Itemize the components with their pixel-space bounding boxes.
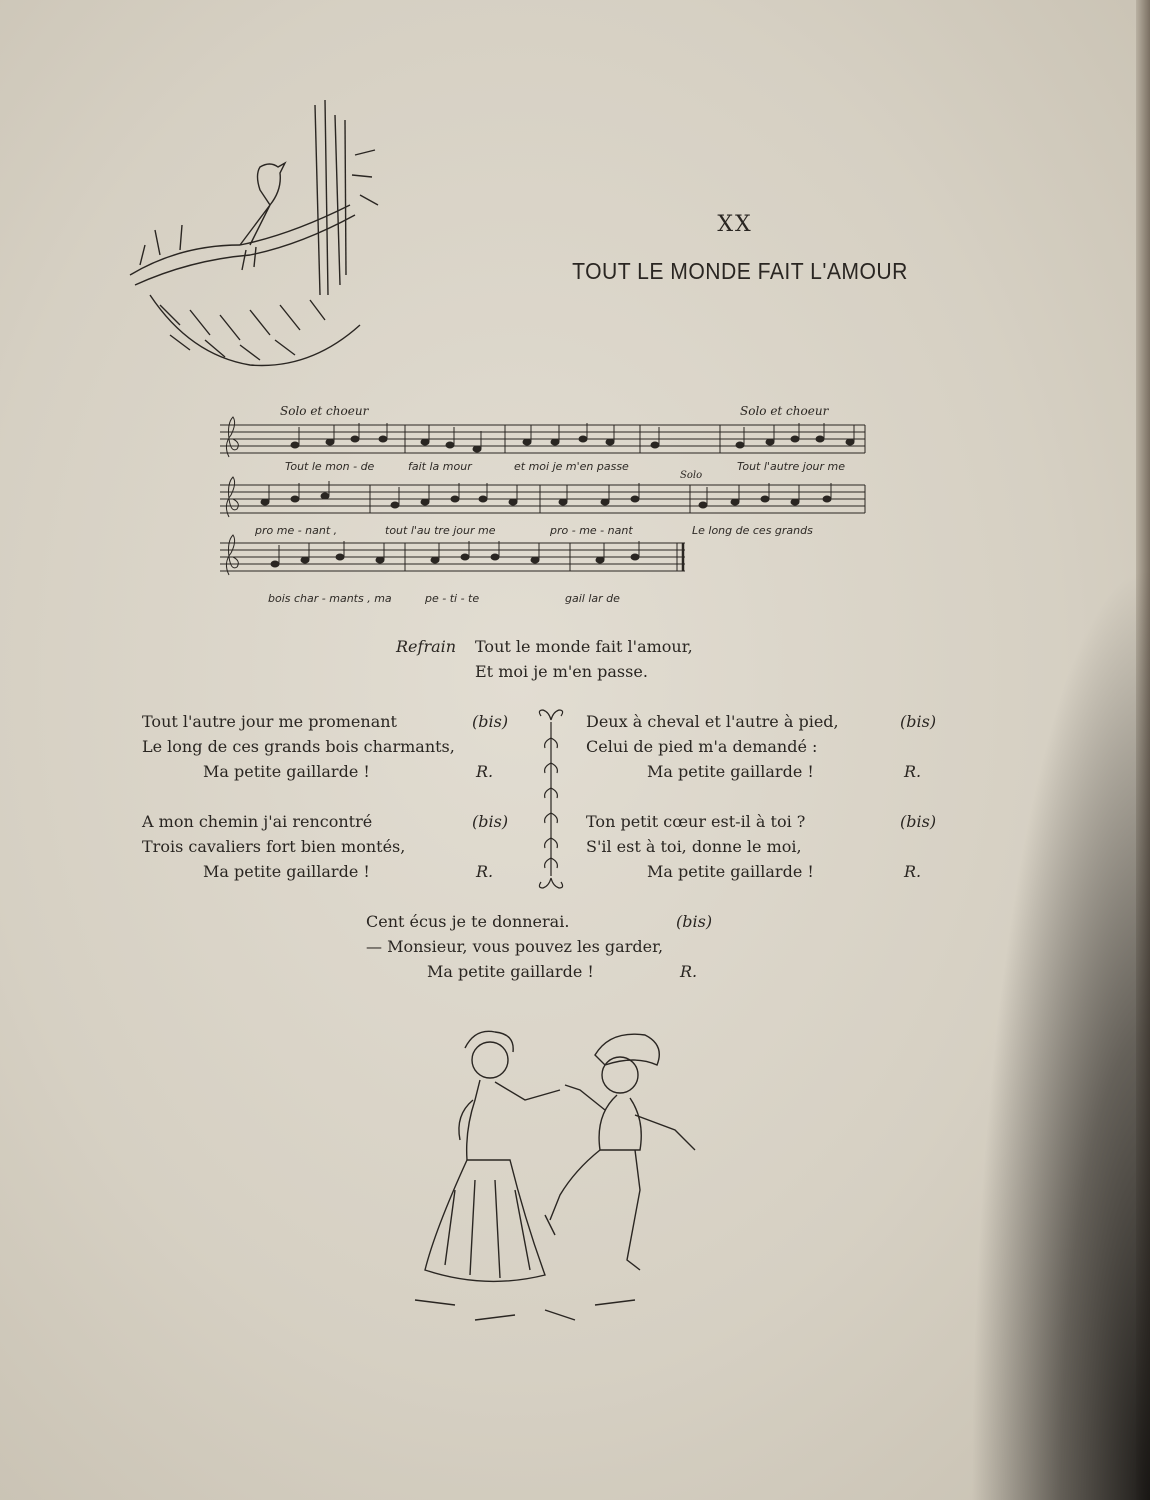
verse-1-line-3: Ma petite gaillarde !: [203, 762, 370, 781]
verse-3-bis: (bis): [900, 712, 937, 731]
verse-1-line-2: Le long de ces grands bois charmants,: [142, 737, 455, 756]
verse-1-refrain-mark: R.: [476, 762, 494, 781]
verse-1-bis: (bis): [472, 712, 509, 731]
verse-5-line-3: Ma petite gaillarde !: [427, 962, 594, 981]
verse-3-line-1: Deux à cheval et l'autre à pied,: [586, 712, 839, 731]
verse-5-line-2: — Monsieur, vous pouvez les garder,: [366, 937, 664, 956]
lyric-2-d: Le long de ces grands: [692, 524, 813, 537]
lyric-1-a: Tout le mon - de: [285, 460, 375, 473]
verse-3-line-3: Ma petite gaillarde !: [647, 762, 814, 781]
verse-5-bis: (bis): [676, 912, 713, 931]
marking-right: Solo et choeur: [740, 404, 829, 418]
verse-4-refrain-mark: R.: [904, 862, 922, 881]
verse-2-line-2: Trois cavaliers fort bien montés,: [142, 837, 406, 856]
verse-2-refrain-mark: R.: [476, 862, 494, 881]
song-title: TOUT LE MONDE FAIT L'AMOUR: [572, 258, 908, 284]
marking-left: Solo et choeur: [280, 404, 369, 418]
verse-5-refrain-mark: R.: [680, 962, 698, 981]
lyric-3-b: pe - ti - te: [425, 592, 480, 605]
staff-3: [220, 543, 685, 571]
refrain-line-2: Et moi je m'en passe.: [475, 662, 648, 681]
page-shadow: [970, 560, 1150, 1500]
lyric-1-b: fait la mour: [408, 460, 472, 473]
verse-4-line-1: Ton petit cœur est-il à toi ?: [586, 812, 806, 831]
refrain-label: Refrain: [396, 637, 457, 656]
ornamental-divider: [533, 708, 569, 890]
marking-solo: Solo: [680, 470, 703, 481]
bird-illustration: [120, 95, 390, 395]
verse-3-refrain-mark: R.: [904, 762, 922, 781]
lyric-2-c: pro - me - nant: [550, 524, 633, 537]
refrain-line-1: Tout le monde fait l'amour,: [475, 637, 693, 656]
notes-staff-1: [291, 423, 854, 452]
verse-2-line-1: A mon chemin j'ai rencontré: [142, 812, 373, 831]
lyric-3-c: gail lar de: [565, 592, 620, 605]
song-number: XX: [717, 212, 753, 237]
lyric-1-c: et moi je m'en passe: [514, 460, 629, 473]
verse-5-line-1: Cent écus je te donnerai.: [366, 912, 570, 931]
lyric-2-b: tout l'au tre jour me: [385, 524, 496, 537]
verse-2-bis: (bis): [472, 812, 509, 831]
verse-4-bis: (bis): [900, 812, 937, 831]
verse-2-line-3: Ma petite gaillarde !: [203, 862, 370, 881]
verse-1-line-1: Tout l'autre jour me promenant: [142, 712, 397, 731]
verse-3-line-2: Celui de pied m'a demandé :: [586, 737, 818, 756]
verse-4-line-3: Ma petite gaillarde !: [647, 862, 814, 881]
verse-4-line-2: S'il est à toi, donne le moi,: [586, 837, 802, 856]
dancing-children-illustration: [395, 1020, 725, 1350]
lyric-3-a: bois char - mants , ma: [268, 592, 392, 605]
notes-staff-3: [271, 541, 639, 567]
lyric-2-a: pro me - nant ,: [255, 524, 338, 537]
lyric-1-d: Tout l'autre jour me: [737, 460, 846, 473]
